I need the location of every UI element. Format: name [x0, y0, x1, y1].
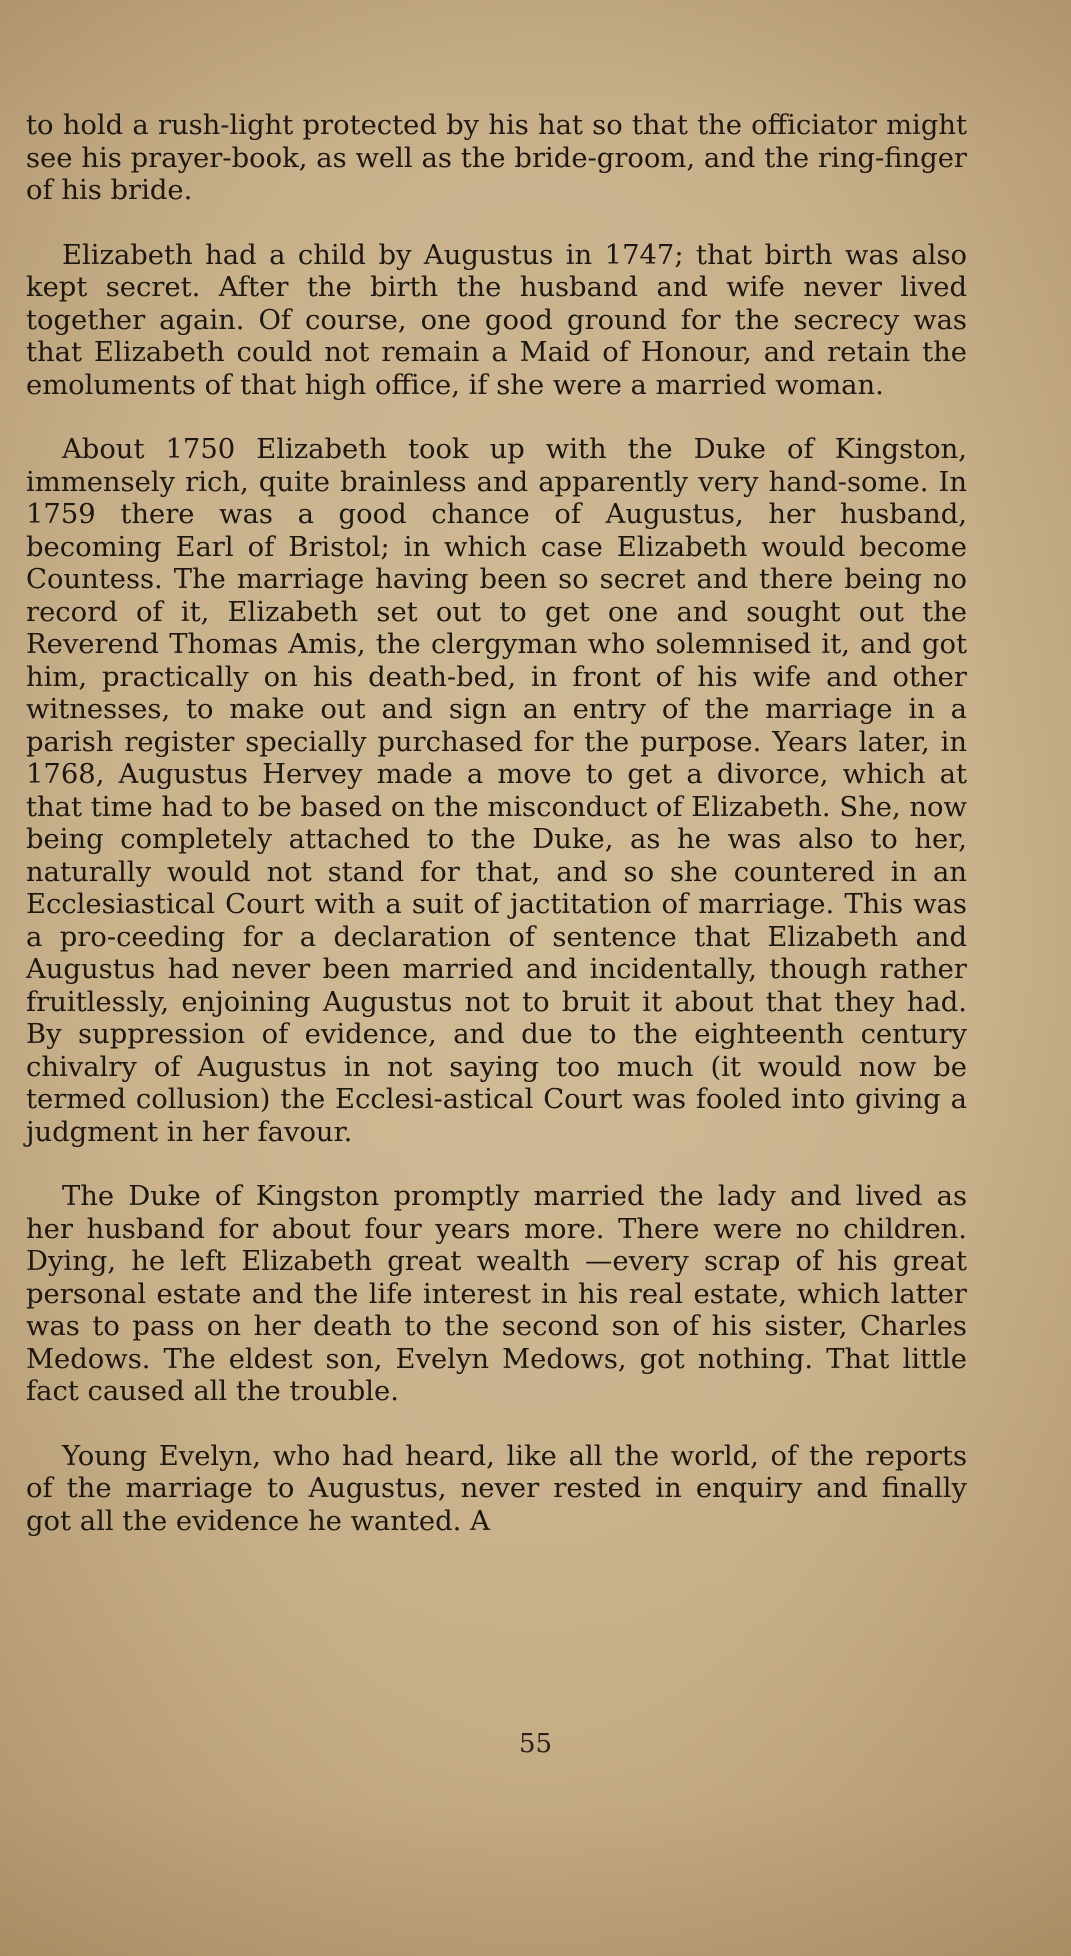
paragraph-young-evelyn: Young Evelyn, who had heard, like all the world, of the reports of the marriage to Augustus, never rested in enquiry and finally got all the evidence he wanted. A — [26, 1440, 967, 1537]
body-text — [26, 110, 967, 1570]
paragraph-duke-of-kingston: About 1750 Elizabeth took up with the Duke of Kingston, immensely rich, quite brainless and apparently very hand-some. In 1759 there was a good chance of Augustus, her husband, becoming Earl of Bristol; in which case Elizabeth would become Countess. The marriage having been so secret and there being no record of it, Elizabeth set out to get one and sought out the Reverend Thomas Amis, the clergyman who solemnised it, and got him, practically on his death-bed, in front of his wife and other witnesses, to make out and sign an entry of the marriage in a parish register specially purchased for the purpose. Years later, in 1768, Augustus Hervey made a move to get a divorce, which at that time had to be based on the misconduct of Elizabeth. She, now being completely attached to the Duke, as he was also to her, naturally would not stand for that, and so she countered in an Ecclesiastical Court with a suit of jactitation of marriage. This was a pro-ceeding for a declaration of sentence that Elizabeth and Augustus had never been married and incidentally, though rather fruitlessly, enjoining Augustus not to bruit it about that they had. By suppression of evidence, and due to the eighteenth century chivalry of Augustus in not saying too much (it would now be termed collusion) the Ecclesi-astical Court was fooled into giving a judgment in her favour. — [26, 434, 967, 1148]
paragraph-continued: to hold a rush-light protected by his hat so that the officiator might see his prayer-book, as well as the bride-groom, and the ring-finger of his bride. — [26, 110, 967, 206]
page-number: 55 — [518, 1729, 553, 1759]
paragraph-child-birth: Elizabeth had a child by Augustus in 1747; that birth was also kept secret. After the birth the husband and wife never lived together again. Of course, one good ground for the secrecy was that Elizabeth could not remain a Maid of Honour, and retain the emoluments of that high office, if she were a married woman. — [26, 239, 967, 401]
paragraph-marriage-to-duke: The Duke of Kingston promptly married the lady and lived as her husband for about four years more. There were no children. Dying, he left Elizabeth great wealth —every scrap of his great personal estate and the life interest in his real estate, which latter was to pass on her death to the second son of his sister, Charles Medows. The eldest son, Evelyn Medows, got nothing. That little fact caused all the trouble. — [26, 1181, 967, 1407]
